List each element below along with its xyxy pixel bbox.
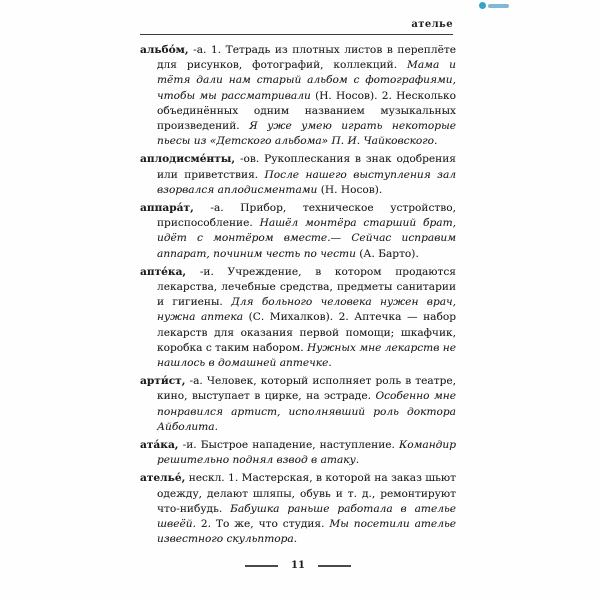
definition-text: (А. Барто).: [359, 247, 419, 260]
publisher-watermark: [479, 2, 509, 9]
dictionary-entry: [140, 438, 456, 468]
definition-text: -а. Прибор, техническое устройство, приспособление.: [157, 202, 456, 230]
running-head: ателье: [411, 19, 453, 30]
example-text: Особенно мне понравился артист, исполнявший роль доктора Айболита.: [157, 390, 456, 433]
example-text: Нашёл монтёра старший брат, идёт с монтёром вместе.— Сейчас исправим аппарат, починим честь по чести: [157, 217, 456, 260]
definition-text: -а. Человек, который исполняет роль в театре, кино, выступает в цирке, на эстраде.: [157, 375, 456, 403]
definition-text: -и. Быстрое нападение, наступление.: [178, 439, 400, 452]
example-text: Для больного человека нужен врач, нужна аптека: [157, 296, 456, 324]
footer-left-rule: [245, 565, 278, 567]
example-text: Я уже умею играть некоторые пьесы из «Детского альбома» П. И. Чайковского.: [157, 120, 456, 148]
definition-text: 2. То же, что студия.: [200, 518, 330, 531]
definition-text: -и. Учреждение, в котором продаются лекарства, лечебные средства, предметы санитарии и гигиены.: [157, 265, 456, 309]
dictionary-entries: [140, 43, 456, 551]
definition-text: (С. Михалков). 2. Аптечка — набор лекарств для оказания первой помощи; шкафчик, коробка с таким набором.: [157, 311, 456, 354]
headword: аплодисме́нты,: [140, 153, 236, 166]
dictionary-entry: [140, 43, 456, 149]
example-text: Мы посетили ателье известного скульптора.: [157, 518, 456, 546]
publisher-logo-icon: [479, 2, 486, 9]
headword: ата́ка,: [140, 439, 179, 452]
example-text: Нужных мне лекарств не нашлось в домашней аптечке.: [157, 341, 456, 370]
example-text: Мама и тётя дали нам старый альбом с фотографиями, чтобы мы рассматривали: [157, 59, 457, 102]
dictionary-entry: [140, 201, 456, 262]
headword: альбо́м,: [140, 44, 189, 56]
definition-text: нескл. 1. Мастерская, в которой на заказ шьют одежду, делают шляпы, обувь и т. д., ремонтируют что-нибудь.: [157, 472, 456, 515]
example-text: Командир решительно поднял взвод в атаку.: [157, 439, 456, 467]
page-footer: [140, 560, 456, 571]
dictionary-entry: [140, 152, 456, 198]
headword: апте́ка,: [140, 265, 187, 278]
page-number: 11: [291, 560, 305, 571]
dictionary-entry: [140, 471, 456, 547]
headword: ателье́,: [140, 472, 186, 485]
definition-text: -а. 1. Тетрадь из плотных листов в переплёте для рисунков, фотографий, коллекций.: [157, 44, 456, 72]
definition-text: (Н. Носов). 2. Несколько объединённых одним названием музыкальных произведений.: [157, 89, 457, 133]
dictionary-entry: [140, 265, 456, 371]
definition-text: (Н. Носов).: [320, 183, 383, 196]
header-rule: [140, 34, 453, 35]
footer-right-rule: [318, 565, 351, 567]
example-text: Бабушка раньше работала в ателье швеёй.: [157, 502, 456, 531]
example-text: После нашего выступления зал взорвался аплодисментами: [157, 168, 457, 196]
headword: аппара́т,: [140, 202, 194, 215]
headword: арти́ст,: [140, 375, 186, 388]
definition-text: -ов. Рукоплескания в знак одобрения или приветствия.: [157, 153, 456, 181]
publisher-logo-text-icon: [488, 4, 509, 8]
dictionary-entry: [140, 374, 456, 435]
